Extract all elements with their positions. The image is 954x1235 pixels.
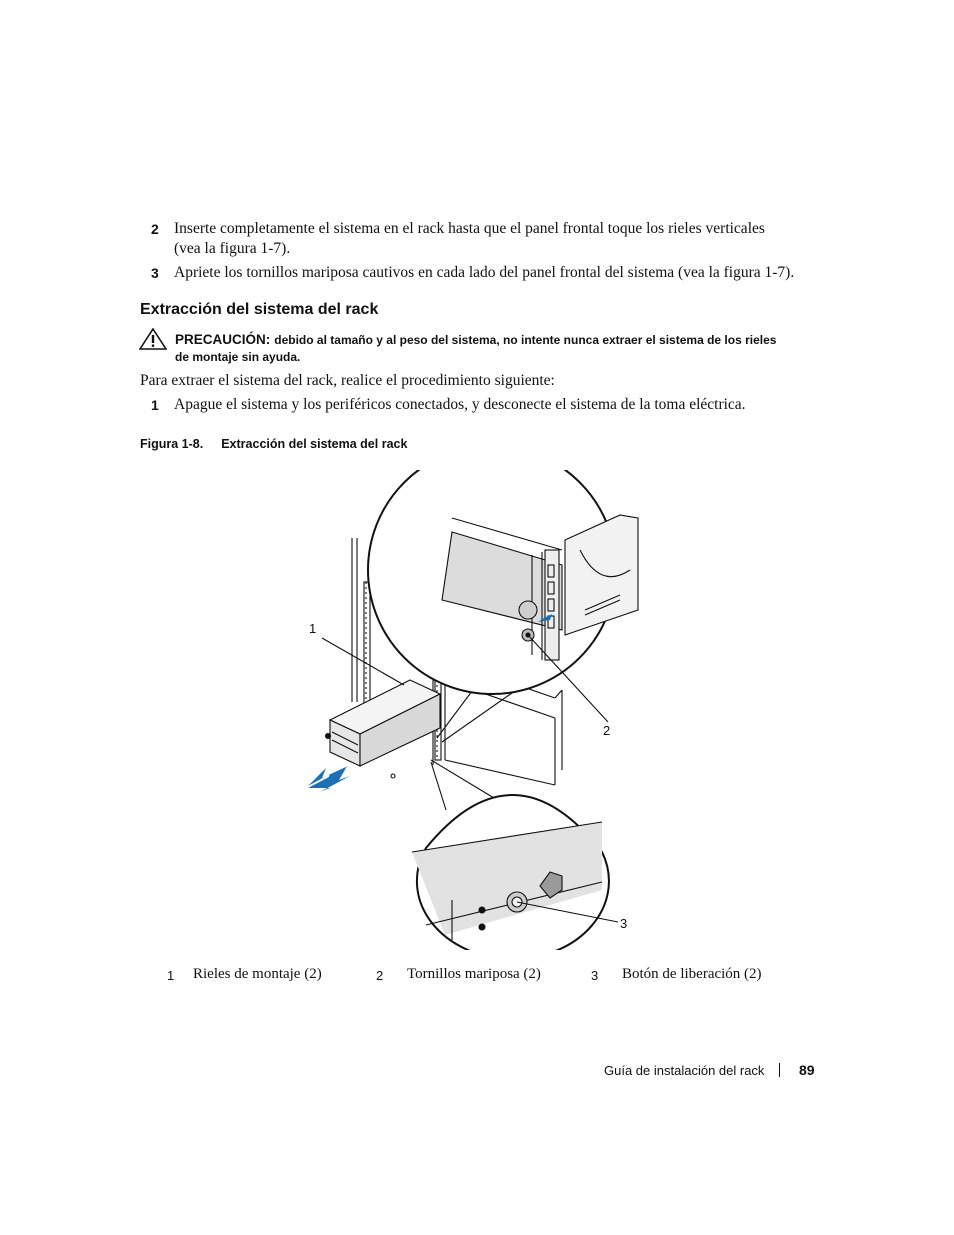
step-1-text: Apague el sistema y los periféricos conectados, y desconecte el sistema de la toma eléctrica.: [174, 396, 746, 413]
intro-paragraph: Para extraer el sistema del rack, realice el procedimiento siguiente:: [140, 372, 555, 389]
callout-3: 3: [620, 916, 628, 931]
legend-2-number: 2: [376, 968, 384, 983]
step-3-number: 3: [151, 265, 159, 281]
callout-2: 2: [603, 723, 611, 738]
step-1-number: 1: [151, 397, 159, 413]
legend-2-text: Tornillos mariposa (2): [407, 966, 541, 982]
caution-text-line1: debido al tamaño y al peso del sistema, no intente nunca extraer el sistema de los rieles: [274, 333, 777, 347]
figure-label: Figura 1-8.: [140, 437, 204, 451]
caution-text-line2: de montaje sin ayuda.: [175, 350, 301, 364]
step-3-text: Apriete los tornillos mariposa cautivos en cada lado del panel frontal del sistema (vea la figura 1-7).: [174, 264, 795, 281]
figure-caption: [140, 435, 407, 453]
legend-1-text: Rieles de montaje (2): [193, 966, 322, 982]
figure-title: Extracción del sistema del rack: [221, 437, 408, 451]
callout-1: 1: [309, 621, 317, 636]
footer-title: Guía de instalación del rack: [604, 1063, 765, 1078]
caution-label: PRECAUCIÓN:: [175, 332, 271, 347]
legend-3-number: 3: [591, 968, 599, 983]
step-2-text-line2: (vea la figura 1-7).: [174, 240, 291, 257]
legend-3-text: Botón de liberación (2): [622, 966, 762, 982]
caution-block: [175, 331, 776, 349]
page-number: 89: [799, 1062, 815, 1078]
warning-triangle-icon: [139, 328, 167, 350]
section-heading: Extracción del sistema del rack: [140, 301, 379, 318]
footer-divider: [779, 1063, 780, 1077]
rack-removal-illustration: [300, 470, 640, 950]
step-2-number: 2: [151, 221, 159, 237]
step-2-text-line1: Inserte completamente el sistema en el rack hasta que el panel frontal toque los rieles verticales: [174, 220, 765, 237]
legend-1-number: 1: [167, 968, 175, 983]
